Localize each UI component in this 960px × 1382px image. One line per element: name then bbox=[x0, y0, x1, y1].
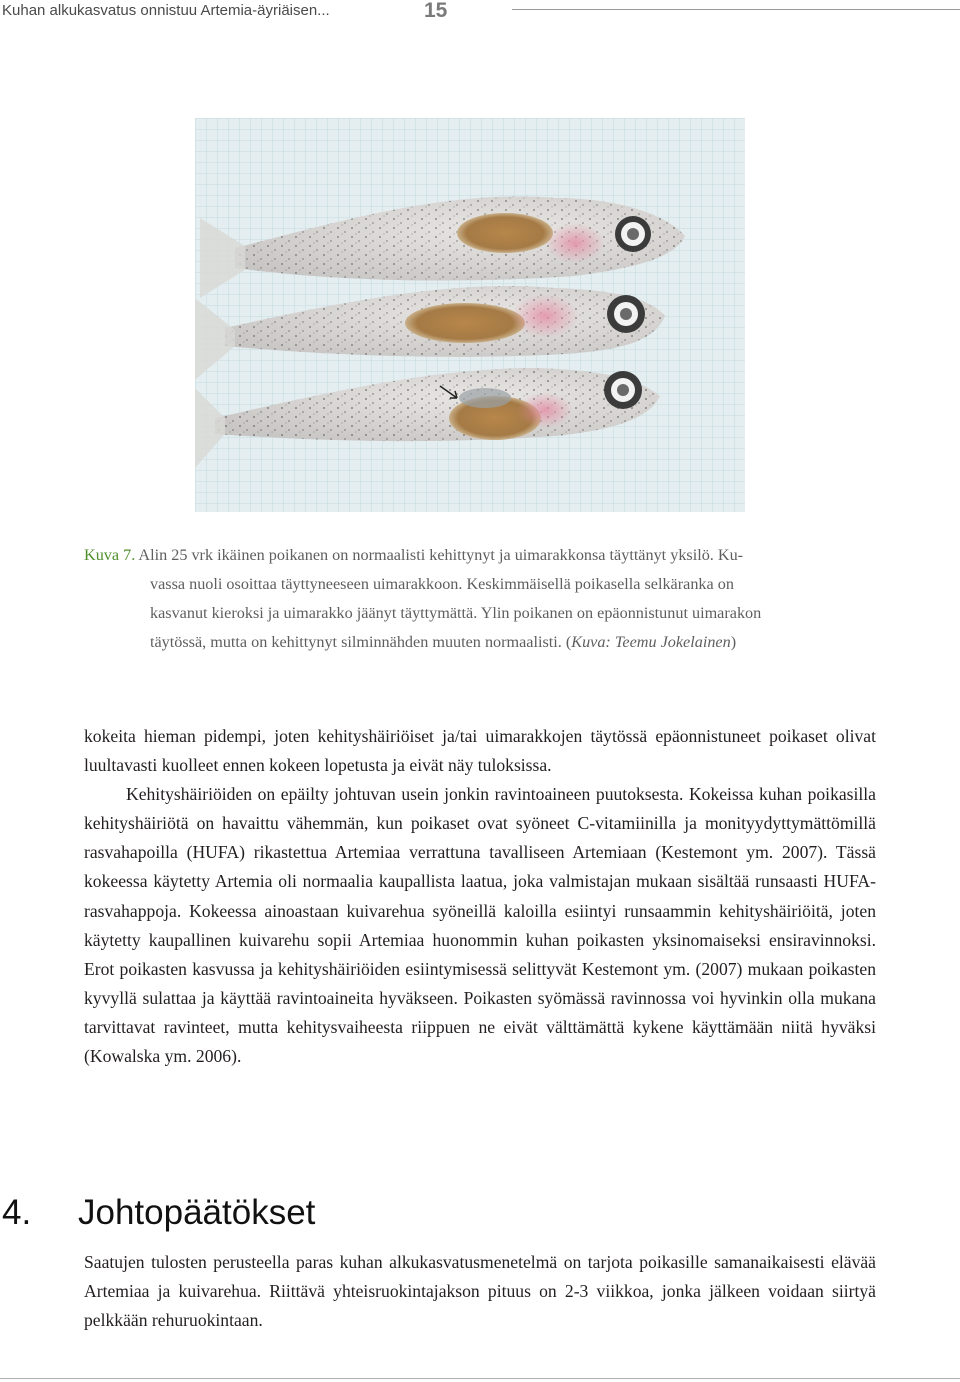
caption-line-1: Kuva 7. Alin 25 vrk ikäinen poikanen on normaalisti kehittynyt ja uimarakkonsa täyttänyt yksilö. Ku- bbox=[84, 546, 744, 564]
section-heading bbox=[2, 1193, 315, 1233]
fish-larvae-photo bbox=[195, 118, 745, 512]
conclusions-text bbox=[84, 1248, 876, 1335]
body-paragraph-1: kokeita hieman pidempi, joten kehityshäiriöiset ja/tai uimarakkojen täytössä epäonnistuneet poikaset olivat luultavasti kuolleet ennen kokeen lopetusta ja eivät näy tuloksissa. bbox=[84, 726, 876, 776]
caption-line-3: kasvanut kieroksi ja uimarakko jäänyt täyttymättä. Ylin poikanen on epäonnistunut uimarakon bbox=[150, 604, 762, 622]
caption-label: Kuva 7. bbox=[84, 546, 136, 564]
conclusions-paragraph: Saatujen tulosten perusteella paras kuhan alkukasvatusmenetelmä on tarjota poikasille samanaikaisesti elävää Artemiaa ja kuivarehua. Riittävä yhteisruokintajakson pituus on 2-3 viikkoa, jonka jälkeen voidaan siirtyä pelkkään rehuruokintaan. bbox=[84, 1252, 876, 1331]
page-number: 15 bbox=[424, 0, 448, 22]
footer-rule bbox=[0, 1378, 960, 1379]
figure-caption bbox=[84, 541, 874, 657]
running-title: Kuhan alkukasvatus onnistuu Artemia-äyriäisen... bbox=[2, 2, 330, 19]
caption-line-4: täytössä, mutta on kehittynyt silminnähden muuten normaalisti. (Kuva: Teemu Jokelainen) bbox=[150, 633, 737, 651]
caption-line-2: vassa nuoli osoittaa täyttyneeseen uimarakkoon. Keskimmäisellä poikasella selkäranka on bbox=[150, 575, 734, 593]
body-paragraph-2: Kehityshäiriöiden on epäilty johtuvan usein jonkin ravintoaineen puutoksesta. Kokeissa kuhan poikasilla kehityshäiriötä on havaittu vähemmän, kun poikaset ovat syöneet C-vitamiinilla ja monityydyttymättömillä rasvahapoilla (HUFA) rikastettua Artemiaa verrattuna tavalliseen Artemiaan (Kestemont ym. 2007). Tässä kokeessa käytetty Artemia oli normaalia kaupallista laatua, joka valmistajan mukaan sisältää runsaasti HUFA-rasvahappoja. Kokeessa ainoastaan kuivarehua syöneillä kaloilla esiintyi runsaammin kehityshäiriöitä, joten käytetty kaupallinen kuivarehu sopii Artemiaa huonommin kuhan poikasten yksinomaiseksi ensiravinnoksi. Erot poikasten kasvussa ja kehityshäiriöiden esiintymisessä selittyvät Kestemont ym. (2007) mukaan poikasten kyvyllä sulattaa ja käyttää ravintoaineita hyväkseen. Poikasten syömässä ravinnossa voi hyvinkin olla mukana tarvittavat ravinteet, mutta kehitysvaiheesta riippuen ne eivät välttämättä kykene käyttämään niitä hyväksi (Kowalska ym. 2006). bbox=[84, 784, 876, 1067]
running-header bbox=[0, 0, 960, 30]
header-rule bbox=[512, 9, 960, 10]
section-number: 4. bbox=[2, 1193, 32, 1232]
section-title: Johtopäätökset bbox=[78, 1193, 316, 1232]
caption-credit: Kuva: Teemu Jokelainen bbox=[571, 633, 731, 651]
body-text bbox=[84, 722, 876, 1071]
